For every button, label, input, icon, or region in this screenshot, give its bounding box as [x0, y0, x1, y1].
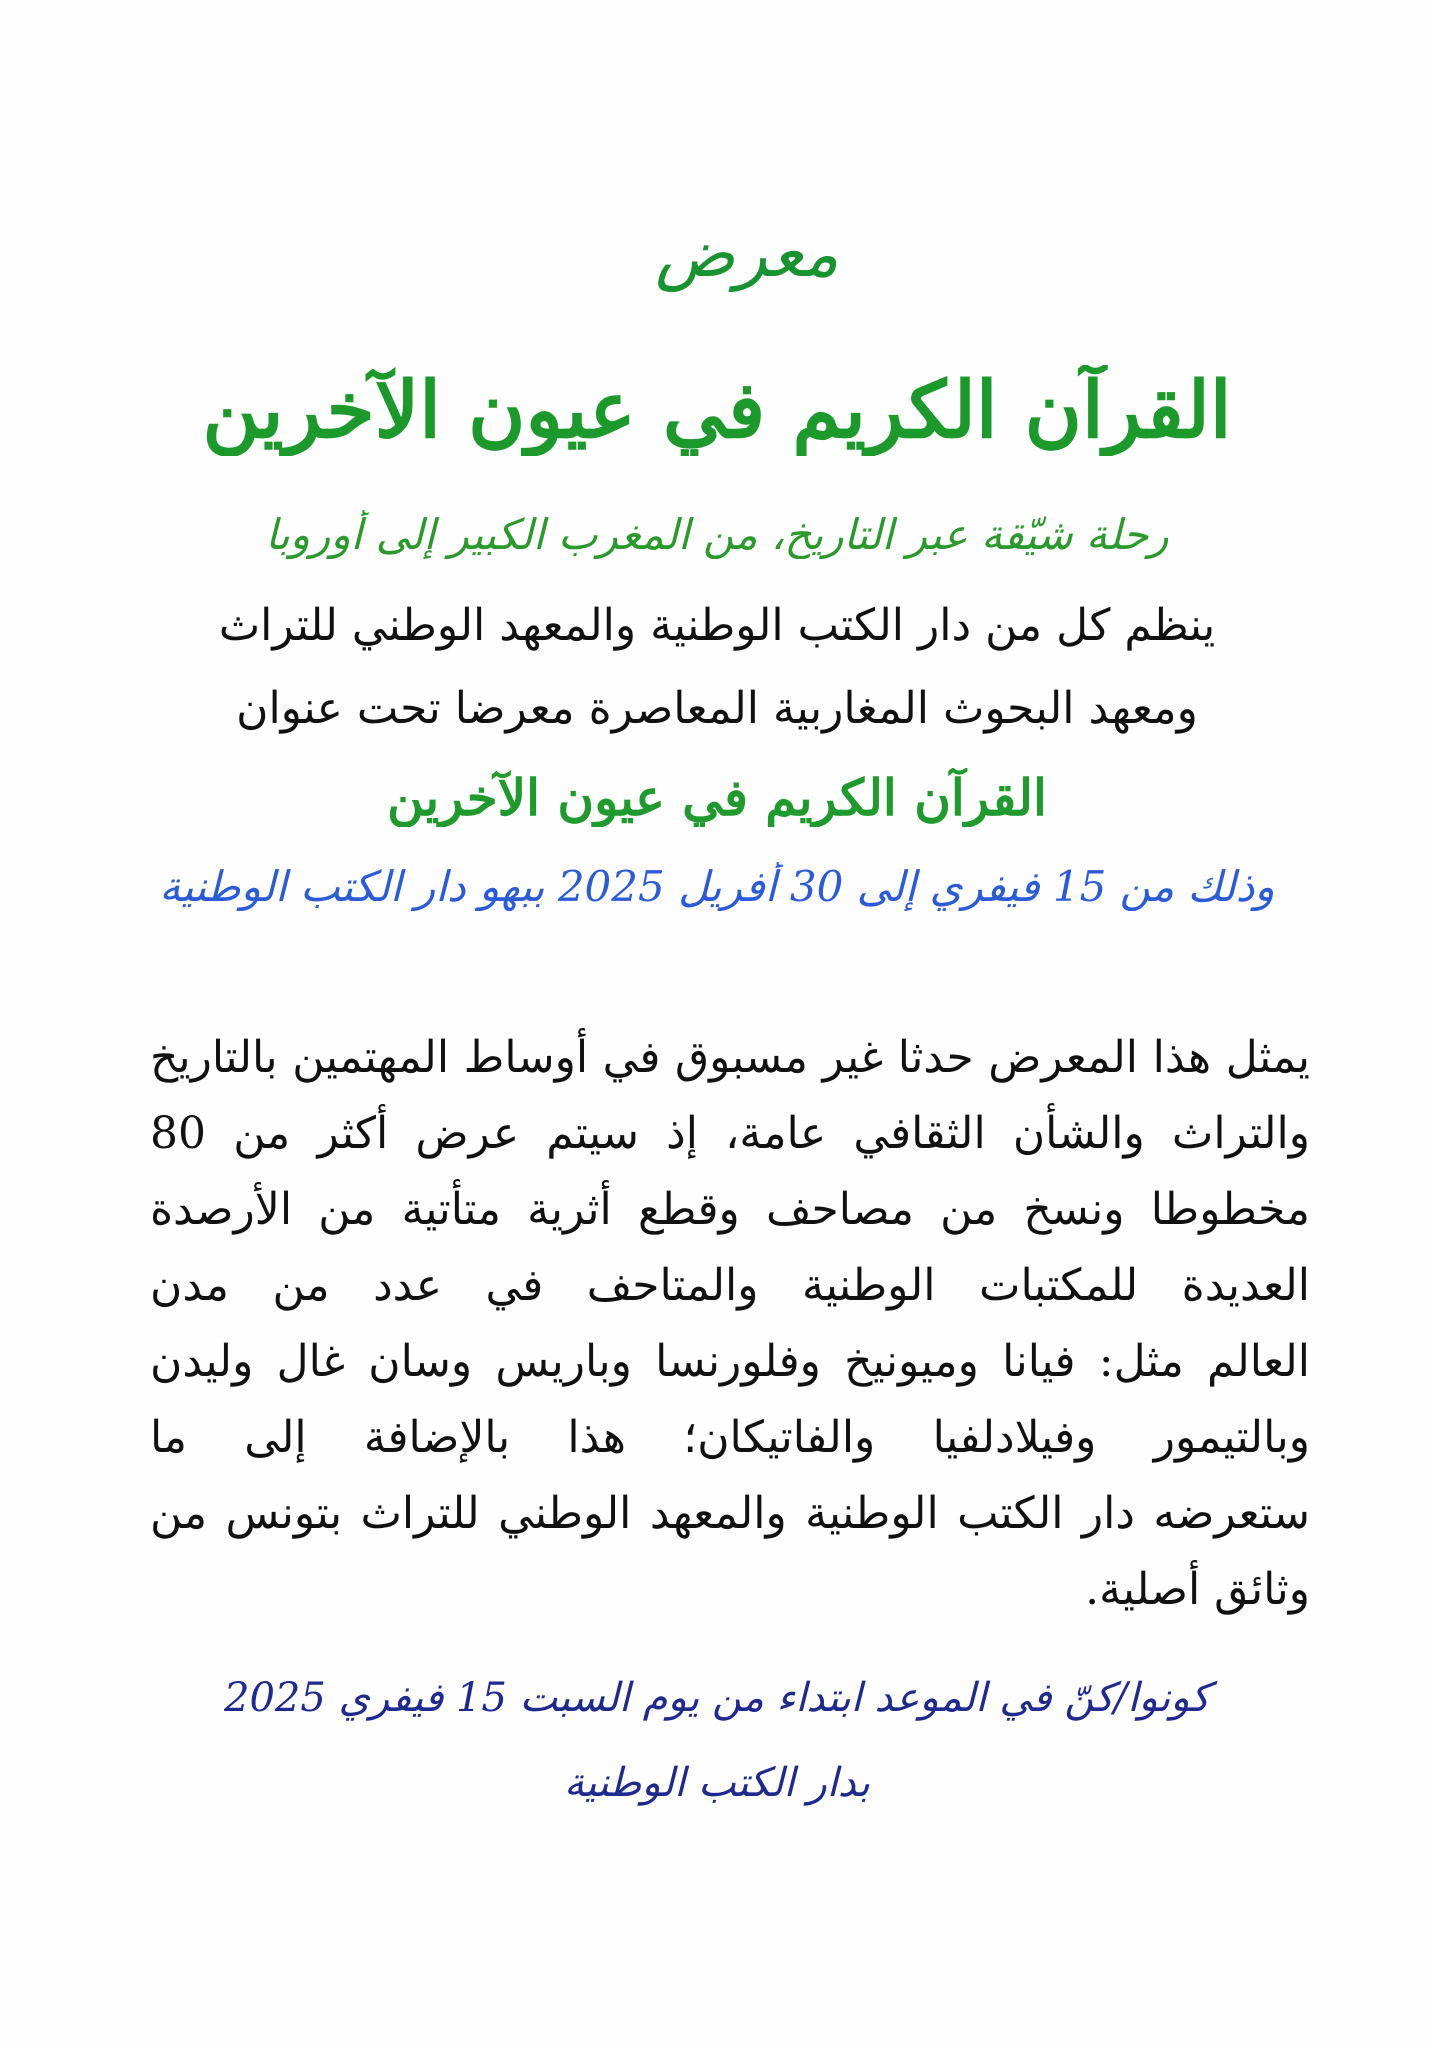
exhibition-subtitle: رحلة شيّقة عبر التاريخ، من المغرب الكبير إلى أوروبا	[265, 510, 1169, 559]
exhibition-title: القرآن الكريم في عيون الآخرين	[202, 365, 1232, 456]
exhibition-dates: وذلك من 15 فيفري إلى 30 أفريل 2025 ببهو دار الكتب الوطنية	[159, 862, 1275, 911]
intro-line-1: ينظم كل من دار الكتب الوطنية والمعهد الوطني للتراث	[218, 600, 1216, 651]
closing-venue: بدار الكتب الوطنية	[563, 1760, 871, 1806]
description-line: مخطوطا ونسخ من مصاحف وقطع أثرية متأتية من الأرصدة	[150, 1184, 1310, 1235]
closing-invitation: كونوا/كنّ في الموعد ابتداء من يوم السبت 15 فيفري 2025	[224, 1675, 1210, 1721]
description-line: العالم مثل: فيانا وميونيخ وفلورنسا وباريس وسان غال وليدن	[150, 1336, 1310, 1387]
description-line: يمثل هذا المعرض حدثا غير مسبوق في أوساط المهتمين بالتاريخ	[150, 1032, 1310, 1083]
intro-line-2: ومعهد البحوث المغاربية المعاصرة معرضا تحت عنوان	[236, 683, 1198, 734]
description-line: ستعرضه دار الكتب الوطنية والمعهد الوطني للتراث بتونس من	[150, 1488, 1310, 1539]
description-line: وبالتيمور وفيلادلفيا والفاتيكان؛ هذا بالإضافة إلى ما	[150, 1412, 1310, 1463]
description-line: وثائق أصلية.	[1085, 1564, 1310, 1615]
description-line: العديدة للمكتبات الوطنية والمتاحف في عدد من مدن	[150, 1260, 1310, 1311]
exhibition-label: معرض	[655, 215, 839, 292]
exhibition-title-repeat: القرآن الكريم في عيون الآخرين	[387, 768, 1047, 827]
description-paragraph	[150, 1020, 1310, 1628]
description-line: والتراث والشأن الثقافي عامة، إذ سيتم عرض أكثر من 80	[150, 1108, 1310, 1159]
